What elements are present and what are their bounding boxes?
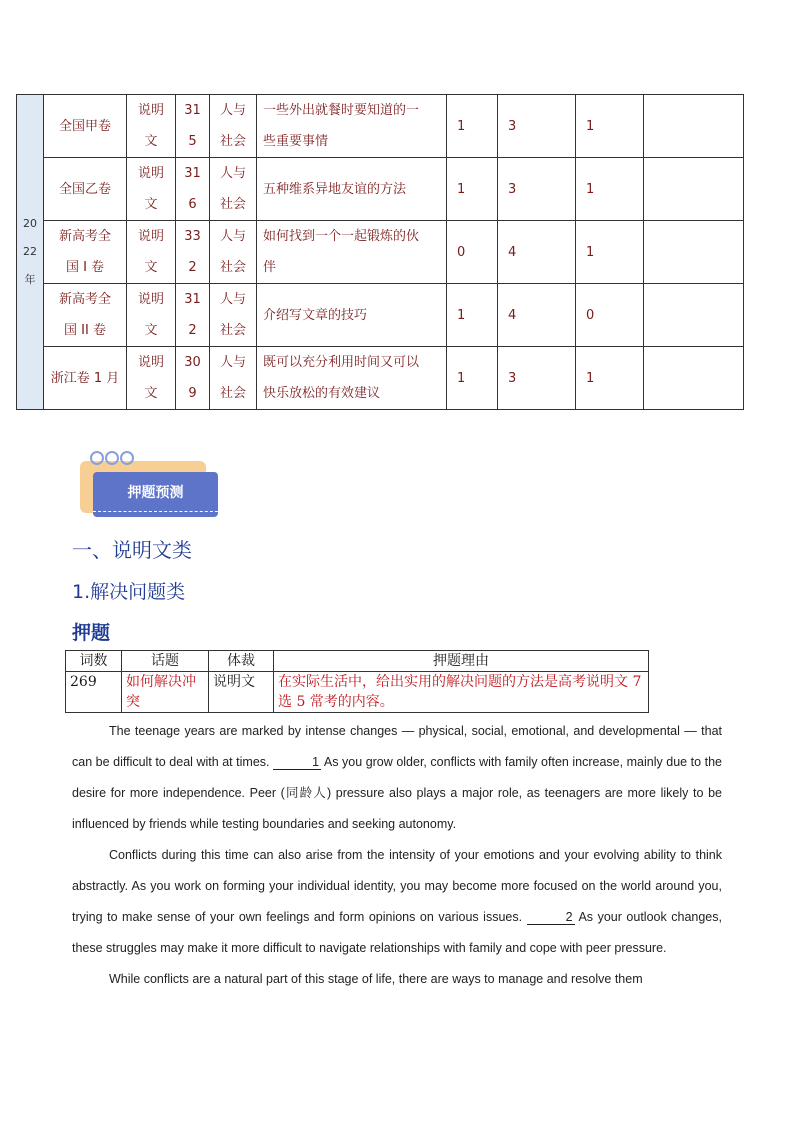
- topic-cell: 五种维系异地友谊的方法: [257, 158, 447, 221]
- paper-cell: 全国乙卷: [44, 158, 127, 221]
- theme-cell: 人与 社会: [210, 284, 257, 347]
- words-cell: 31 2: [176, 284, 210, 347]
- prediction-table: [65, 650, 649, 713]
- topic-cell: 如何找到一个一起锻炼的伙 伴: [257, 221, 447, 284]
- paper-cell: 浙江卷 1 月: [44, 347, 127, 410]
- genre-cell: 说明 文: [127, 158, 176, 221]
- genre-cell: 说明文: [209, 672, 274, 713]
- count-cell: 3: [498, 95, 576, 158]
- count-cell: 1: [576, 347, 644, 410]
- word-count-cell: 269: [66, 672, 122, 713]
- count-cell: 3: [498, 158, 576, 221]
- words-cell: 31 6: [176, 158, 210, 221]
- ring-icon: [120, 451, 134, 465]
- banner-dash-line: [93, 511, 218, 512]
- blank-2[interactable]: 2: [527, 910, 575, 925]
- paragraph: While conflicts are a natural part of this stage of life, there are ways to manage and resolve them: [109, 972, 643, 986]
- exam-analysis-table: [16, 94, 744, 410]
- genre-cell: 说明 文: [127, 347, 176, 410]
- topic-cell: 介绍写文章的技巧: [257, 284, 447, 347]
- empty-cell: [644, 284, 744, 347]
- paragraph: Conflicts during this time can also arise from the intensity of your emotions and your evolving ability to think abstractly. As you work on forming your individual identity, you may become more focused on the world around you, trying to make sense of your own feelings and form opinions on various issues. 2 As your outlook changes, these struggles may make it more difficult to navigate relationships with family and cope with peer pressure.: [72, 848, 722, 955]
- header-cell: 词数: [66, 651, 122, 672]
- count-cell: 4: [498, 284, 576, 347]
- paragraph: The teenage years are marked by intense changes — physical, social, emotional, and developmental — that can be difficult to deal with at times. 1 As you grow older, conflicts with family often increase, mainly due to the desire for more independence. Peer (同龄人) pressure also plays a major role, as teenagers are more likely to be influenced by friends while testing boundaries and seeking autonomy.: [72, 724, 722, 831]
- ring-icon: [90, 451, 104, 465]
- topic-cell: 一些外出就餐时要知道的一 些重要事情: [257, 95, 447, 158]
- paper-cell: 新高考全 国 I 卷: [44, 221, 127, 284]
- paper-cell: 新高考全 国 II 卷: [44, 284, 127, 347]
- header-cell: 体裁: [209, 651, 274, 672]
- genre-cell: 说明 文: [127, 221, 176, 284]
- count-cell: 1: [447, 284, 498, 347]
- section-banner: [80, 451, 220, 521]
- topic-cell: 既可以充分利用时间又可以 快乐放松的有效建议: [257, 347, 447, 410]
- subsection-heading: 1.解决问题类: [72, 581, 186, 603]
- empty-cell: [644, 347, 744, 410]
- theme-cell: 人与 社会: [210, 221, 257, 284]
- section-heading: 一、说明文类: [72, 538, 192, 562]
- count-cell: 3: [498, 347, 576, 410]
- count-cell: 1: [447, 347, 498, 410]
- empty-cell: [644, 221, 744, 284]
- count-cell: 1: [576, 95, 644, 158]
- paper-cell: 全国甲卷: [44, 95, 127, 158]
- reading-passage: [72, 716, 722, 995]
- count-cell: 1: [447, 95, 498, 158]
- header-cell: 押题理由: [274, 651, 649, 672]
- count-cell: 0: [447, 221, 498, 284]
- ring-icon: [105, 451, 119, 465]
- theme-cell: 人与 社会: [210, 95, 257, 158]
- year-cell: 20 22 年: [17, 95, 44, 410]
- empty-cell: [644, 95, 744, 158]
- count-cell: 0: [576, 284, 644, 347]
- banner-label: 押题预测: [93, 472, 218, 517]
- theme-cell: 人与 社会: [210, 158, 257, 221]
- words-cell: 31 5: [176, 95, 210, 158]
- words-cell: 33 2: [176, 221, 210, 284]
- count-cell: 1: [576, 221, 644, 284]
- genre-cell: 说明 文: [127, 95, 176, 158]
- question-heading: 押题: [72, 622, 111, 644]
- count-cell: 1: [447, 158, 498, 221]
- header-cell: 话题: [122, 651, 209, 672]
- genre-cell: 说明 文: [127, 284, 176, 347]
- theme-cell: 人与 社会: [210, 347, 257, 410]
- reason-cell: 在实际生活中，给出实用的解决问题的方法是高考说明文 7 选 5 常考的内容。: [274, 672, 649, 713]
- empty-cell: [644, 158, 744, 221]
- topic-cell: 如何解决冲突: [122, 672, 209, 713]
- words-cell: 30 9: [176, 347, 210, 410]
- blank-1[interactable]: 1: [273, 755, 321, 770]
- count-cell: 1: [576, 158, 644, 221]
- count-cell: 4: [498, 221, 576, 284]
